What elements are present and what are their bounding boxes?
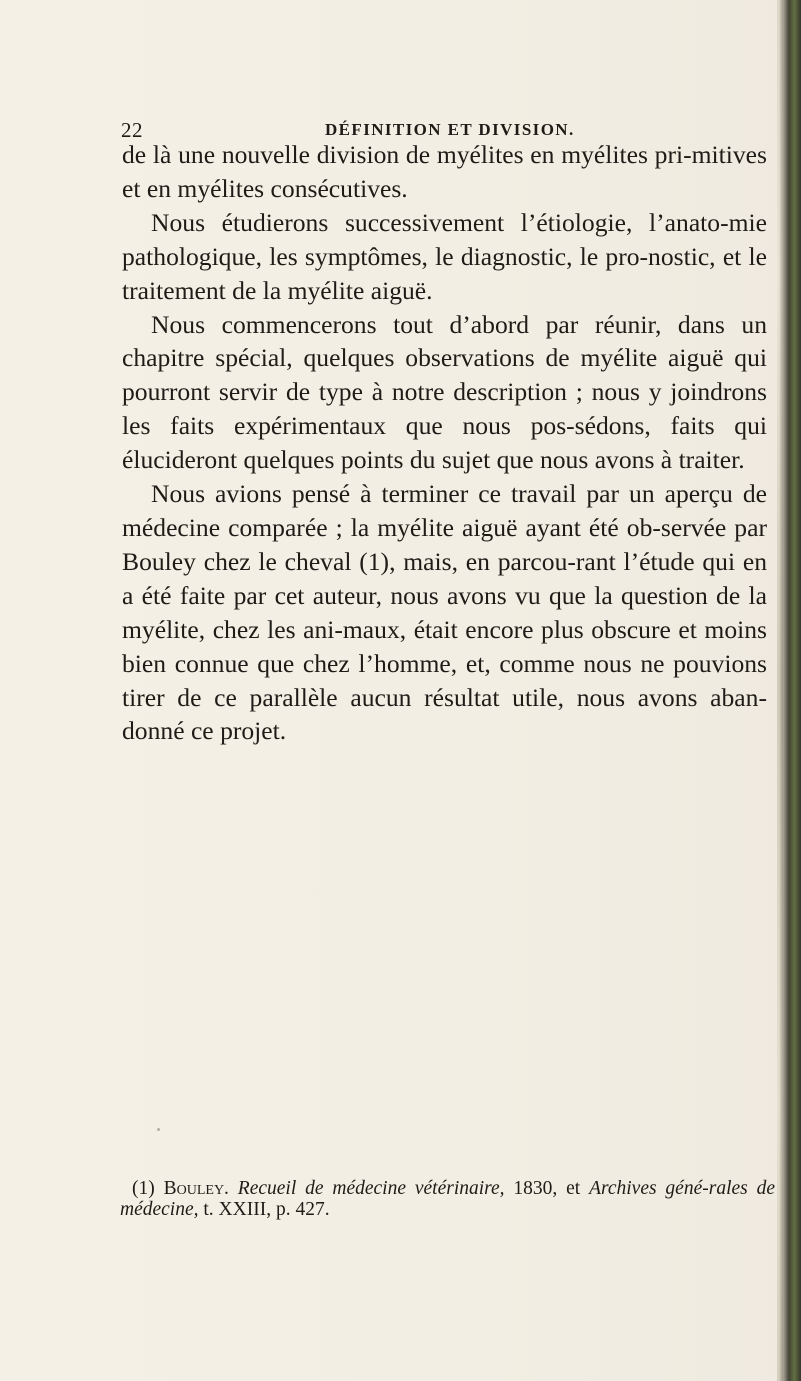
footnote-author: Bouley. — [163, 1178, 229, 1199]
footnote-text — [120, 1178, 775, 1220]
footnote-end: t. XXIII, p. 427. — [198, 1199, 330, 1220]
paragraph-1: de là une nouvelle division de myélites en myélites pri-mitives et en myélites consécutives. — [122, 140, 767, 203]
paper-speck — [157, 1128, 160, 1131]
footnote-middle: 1830, et — [504, 1178, 590, 1199]
footnote-marker: (1) — [132, 1178, 155, 1199]
book-binding-edge — [779, 0, 801, 1381]
main-text — [122, 138, 767, 748]
paragraph-4: Nous avions pensé à terminer ce travail par un aperçu de médecine comparée ; la myélite aiguë ayant été ob-servée par Bouley chez le cheval (1), mais, en parcou-rant l’étude qui en a été faite par cet auteur, nous avons vu que la question de la myélite, chez les ani-maux, était encore plus obscure et moins bien connue que chez l’homme, et, comme nous ne pouvions tirer de ce parallèle aucun résultat utile, nous avons aban-donné ce projet. — [122, 479, 767, 746]
footnote-journal: Archives géné-rales de médecine, — [120, 1178, 775, 1220]
paragraph-3: Nous commencerons tout d’abord par réunir, dans un chapitre spécial, quelques observations de myélite aiguë qui pourront servir de type à notre description ; nous y joindrons les faits expérimentaux que nous pos-sédons, faits qui élucideront quelques points du sujet que nous avons à traiter. — [122, 309, 767, 475]
paragraph-2: Nous étudierons successivement l’étiologie, l’anato-mie pathologique, les symptômes, le diagnostic, le pro-nostic, et le traitement de la myélite aiguë. — [122, 207, 767, 305]
running-title: DÉFINITION ET DIVISION. — [325, 120, 575, 139]
footnote — [120, 1178, 775, 1220]
page-number: 22 — [121, 118, 143, 142]
footnote-title: Recueil de médecine vétérinaire, — [237, 1178, 505, 1199]
